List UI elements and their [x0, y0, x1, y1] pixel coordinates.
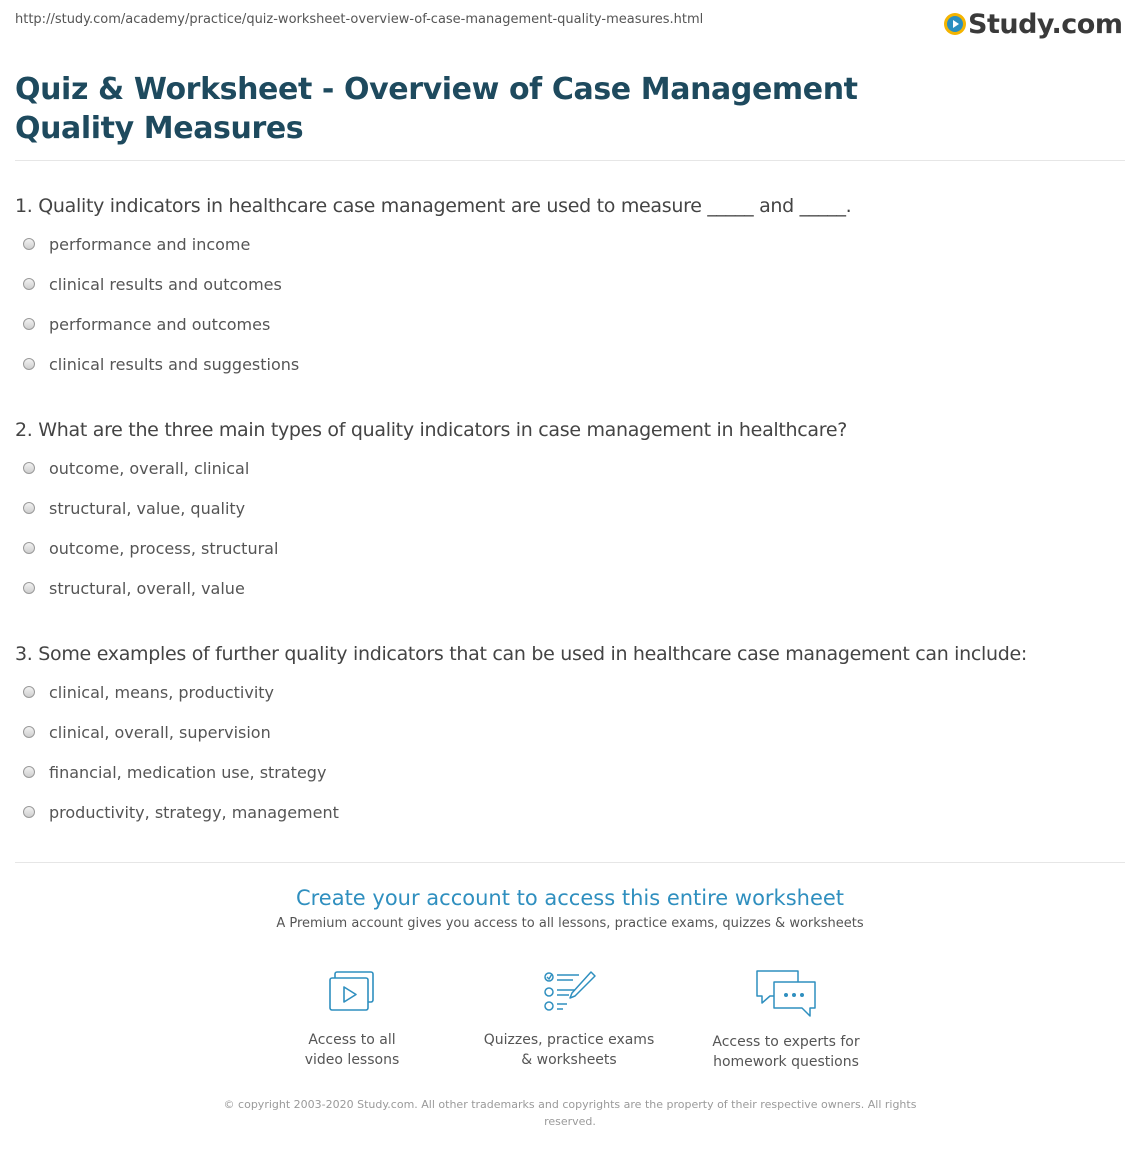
answer-option[interactable] [15, 752, 1125, 792]
answer-option[interactable] [15, 712, 1125, 752]
radio-button[interactable] [23, 238, 35, 250]
question-text: 2. What are the three main types of quality indicators in case management in healthcare? [15, 419, 848, 441]
header-divider [15, 160, 1125, 161]
radio-button[interactable] [23, 358, 35, 370]
content-divider [15, 862, 1125, 863]
radio-button[interactable] [23, 318, 35, 330]
answer-label: clinical results and suggestions [49, 354, 300, 374]
answer-option[interactable] [15, 344, 1125, 384]
page-url: http://study.com/academy/practice/quiz-worksheet-overview-of-case-management-quality-measures.html [15, 12, 704, 27]
answer-option[interactable] [15, 448, 1125, 488]
radio-button[interactable] [23, 502, 35, 514]
video-lessons-icon [326, 968, 378, 1016]
feature-experts [686, 968, 886, 1072]
cta-subtitle: A Premium account gives you access to all lessons, practice exams, quizzes & worksheets [276, 916, 864, 931]
play-logo-icon [944, 13, 966, 35]
answer-label: financial, medication use, strategy [49, 762, 327, 782]
page-title: Quiz & Worksheet - Overview of Case Management Quality Measures [15, 72, 858, 146]
premium-cta [0, 886, 1140, 931]
question-2 [15, 418, 1125, 608]
answer-option[interactable] [15, 488, 1125, 528]
feature-label: Access to experts for homework questions [712, 1034, 860, 1070]
create-account-link[interactable]: Create your account to access this entire worksheet [295, 886, 845, 910]
answer-option[interactable] [15, 264, 1125, 304]
answer-option[interactable] [15, 304, 1125, 344]
answer-label: structural, value, quality [49, 498, 246, 518]
answer-label: outcome, overall, clinical [49, 458, 250, 478]
radio-button[interactable] [23, 462, 35, 474]
feature-video-lessons [252, 968, 452, 1070]
radio-button[interactable] [23, 582, 35, 594]
question-text: 3. Some examples of further quality indicators that can be used in healthcare case management can include: [15, 643, 1028, 665]
answer-option[interactable] [15, 528, 1125, 568]
question-3 [15, 642, 1125, 832]
radio-button[interactable] [23, 278, 35, 290]
copyright-footer: © copyright 2003-2020 Study.com. All other trademarks and copyrights are the property of their respective owners. All rights reserved. [223, 1098, 917, 1128]
radio-button[interactable] [23, 686, 35, 698]
radio-button[interactable] [23, 542, 35, 554]
answer-option[interactable] [15, 792, 1125, 832]
answer-label: productivity, strategy, management [49, 802, 339, 822]
question-text: 1. Quality indicators in healthcare case management are used to measure _____ and _____. [15, 195, 852, 217]
chat-bubbles-icon [754, 968, 818, 1018]
answer-label: performance and outcomes [49, 314, 271, 334]
question-1 [15, 194, 1125, 384]
answer-label: structural, overall, value [49, 578, 245, 598]
answer-label: outcome, process, structural [49, 538, 279, 558]
answer-label: performance and income [49, 234, 251, 254]
answer-option[interactable] [15, 568, 1125, 608]
answer-option[interactable] [15, 672, 1125, 712]
feature-quizzes [469, 968, 669, 1070]
answer-label: clinical results and outcomes [49, 274, 282, 294]
logo-text: Study.com [968, 8, 1123, 40]
answer-label: clinical, overall, supervision [49, 722, 271, 742]
answer-label: clinical, means, productivity [49, 682, 275, 702]
feature-label: Quizzes, practice exams & worksheets [483, 1032, 655, 1068]
radio-button[interactable] [23, 766, 35, 778]
quiz-checklist-icon [541, 968, 597, 1016]
radio-button[interactable] [23, 806, 35, 818]
radio-button[interactable] [23, 726, 35, 738]
feature-label: Access to all video lessons [304, 1032, 400, 1068]
study-logo[interactable] [944, 6, 1122, 42]
answer-option[interactable] [15, 224, 1125, 264]
